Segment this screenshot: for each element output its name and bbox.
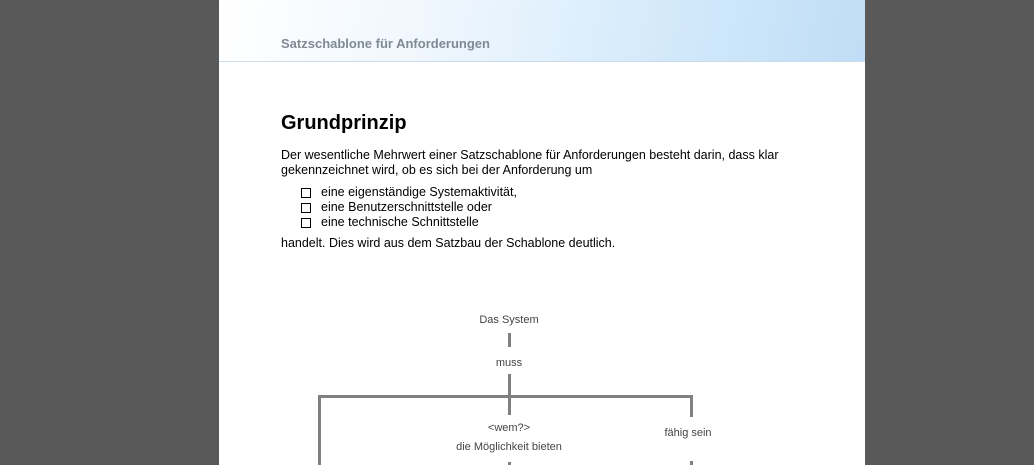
diagram-connector bbox=[508, 333, 511, 347]
template-diagram bbox=[219, 300, 865, 465]
list-item bbox=[301, 185, 517, 200]
diagram-connector bbox=[690, 461, 693, 465]
list-item-label: eine Benutzerschnittstelle oder bbox=[321, 200, 492, 214]
list-item bbox=[301, 200, 517, 215]
diagram-node-modal: muss bbox=[495, 357, 523, 369]
diagram-connector bbox=[508, 395, 511, 415]
intro-paragraph: Der wesentliche Mehrwert einer Satzschablone für Anforderungen besteht darin, dass klar gekennzeichnet wird, ob es sich bei der Anforderung um bbox=[281, 148, 779, 177]
section-heading: Grundprinzip bbox=[281, 112, 407, 134]
bullet-list bbox=[301, 185, 517, 230]
diagram-branch-line bbox=[318, 395, 693, 398]
list-item bbox=[301, 215, 517, 230]
diagram-node-root: Das System bbox=[479, 314, 539, 326]
header-title: Satzschablone für Anforderungen bbox=[281, 36, 490, 51]
diagram-connector bbox=[508, 374, 511, 397]
checkbox-bullet-icon bbox=[301, 203, 311, 213]
page-header bbox=[219, 0, 865, 62]
diagram-node-recipient: <wem?> bbox=[487, 422, 531, 434]
checkbox-bullet-icon bbox=[301, 188, 311, 198]
diagram-connector bbox=[690, 395, 693, 417]
diagram-node-possibility: die Möglichkeit bieten bbox=[456, 441, 562, 453]
diagram-node-capable: fähig sein bbox=[664, 427, 712, 439]
document-page bbox=[219, 0, 865, 465]
checkbox-bullet-icon bbox=[301, 218, 311, 228]
outro-paragraph: handelt. Dies wird aus dem Satzbau der Schablone deutlich. bbox=[281, 236, 616, 250]
list-item-label: eine technische Schnittstelle bbox=[321, 215, 479, 229]
list-item-label: eine eigenständige Systemaktivität, bbox=[321, 185, 517, 199]
diagram-connector bbox=[318, 395, 321, 465]
